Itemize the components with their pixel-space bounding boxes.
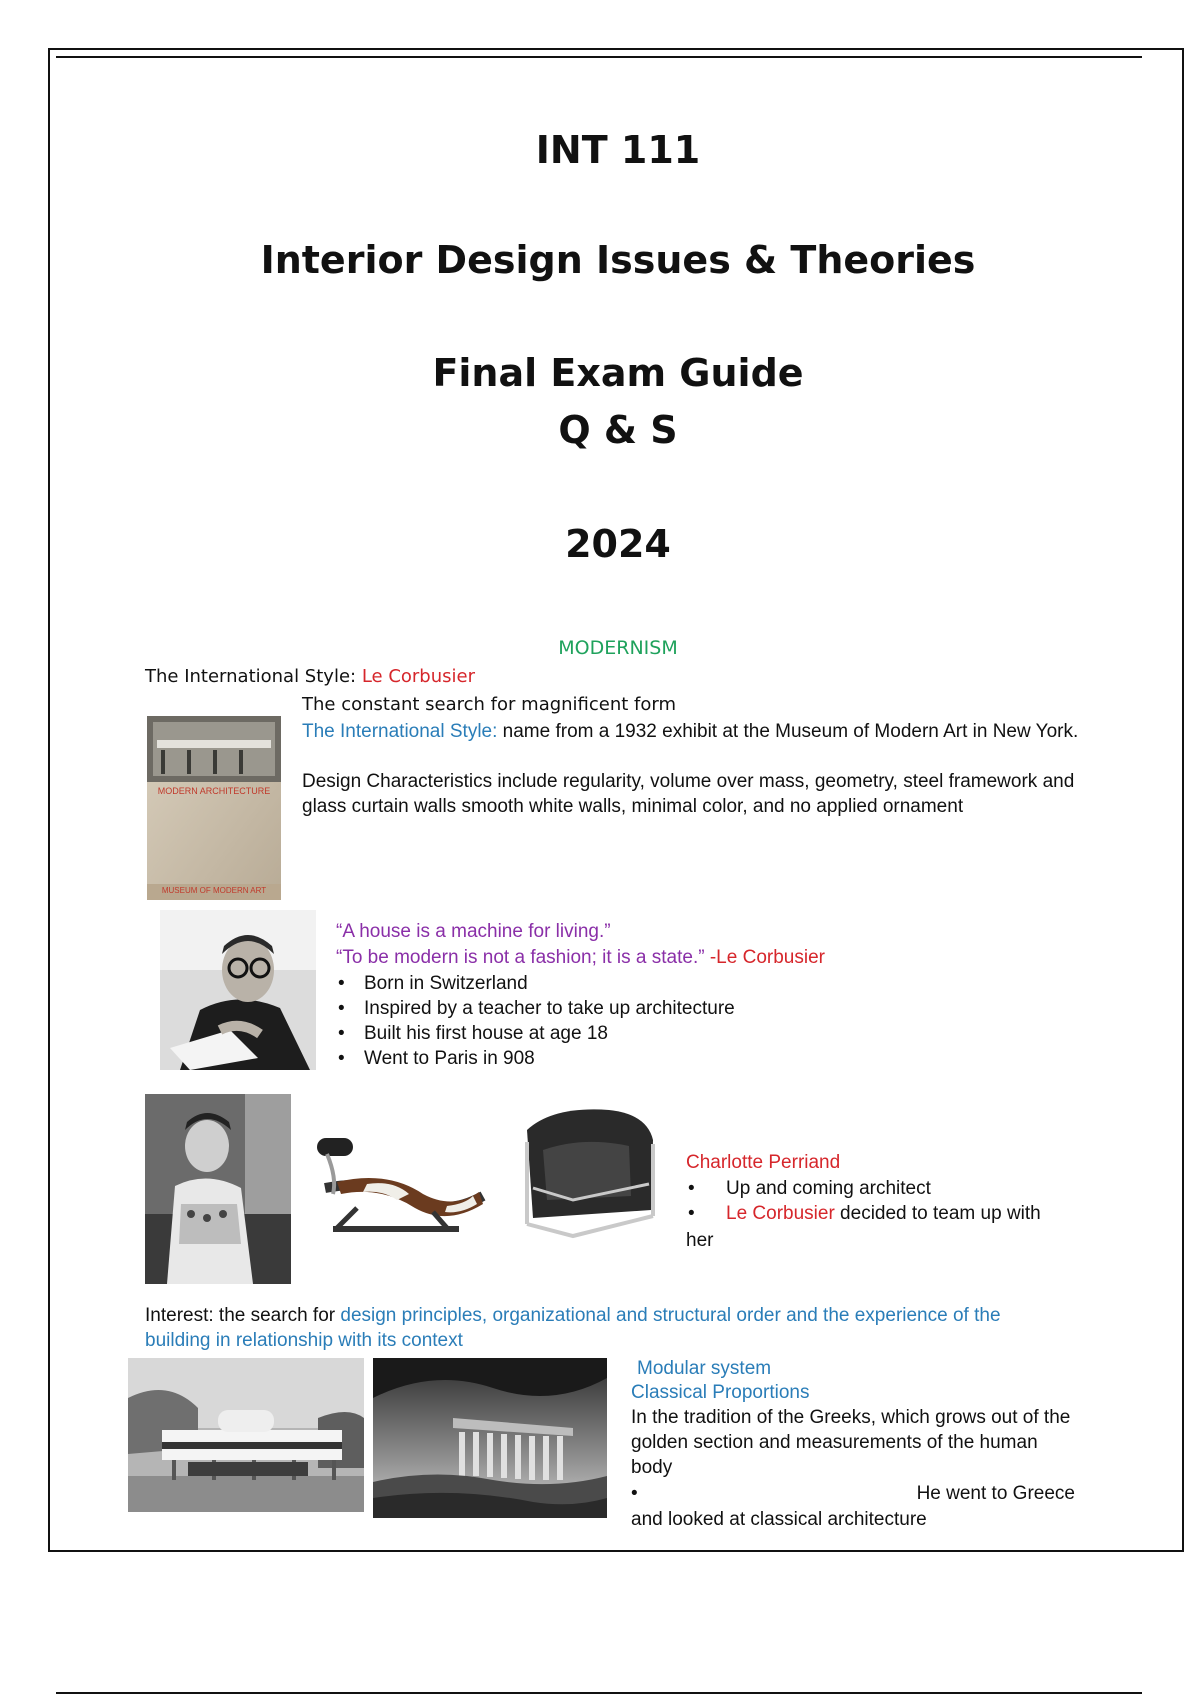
bottom-rule [56, 1692, 1142, 1694]
list-item: • Built his first house at age 18 [336, 1021, 1156, 1046]
guide-title: Final Exam Guide [432, 351, 804, 395]
armchair-image [513, 1100, 663, 1250]
le-corbusier-photo [160, 910, 316, 1070]
classical-proportions: Classical Proportions [631, 1382, 810, 1403]
book-title: MODERN ARCHITECTURE [157, 786, 271, 796]
perriand-facts [686, 1176, 1106, 1226]
list-item: • Born in Switzerland [336, 971, 1156, 996]
section-title: MODERNISM [558, 637, 678, 659]
intl-style-definition: The International Style: name from a 1932 exhibit at the Museum of Modern Art in New York. [302, 721, 1079, 742]
le-corbusier-facts [336, 971, 1156, 1071]
intl-style-heading: The International Style: Le Corbusier [145, 666, 475, 687]
interest-highlight: design principles, organizational and structural order and the experience of the building in relationship with its context [145, 1305, 1001, 1351]
modular-system: Modular system [637, 1358, 772, 1379]
qs-title: Q & S [558, 408, 678, 452]
quote-machine: “A house is a machine for living.” [336, 921, 611, 942]
design-characteristics: Design Characteristics include regularity, volume over mass, geometry, steel framework and glass curtain walls smooth white walls, minimal color, and no applied ornament [302, 771, 1075, 817]
list-item: • Went to Paris in 908 [336, 1046, 1156, 1071]
list-item: • Inspired by a teacher to take up architecture [336, 996, 1156, 1021]
parthenon-image [373, 1358, 607, 1518]
intl-style-term: The International Style: [302, 721, 498, 742]
modular-body: In the tradition of the Greeks, which grows out of the golden section and measurements of the human body [631, 1407, 1071, 1478]
list-item: • Up and coming architect [686, 1176, 1106, 1201]
chaise-longue-image [297, 1108, 497, 1248]
year-title: 2024 [565, 522, 671, 566]
perriand-name: Charlotte Perriand [686, 1152, 841, 1173]
course-title: Interior Design Issues & Theories [260, 238, 976, 282]
list-item: • Le Corbusier decided to team up with [686, 1201, 1106, 1226]
greece-bullet: • He went to Greece [631, 1483, 1075, 1504]
top-rule [56, 56, 1142, 58]
interest-text: Interest: the search for design principles, organizational and structural order and the experience of the building in relationship with its context [145, 1305, 1001, 1351]
quote-author: -Le Corbusier [704, 947, 825, 968]
book-publisher: MUSEUM OF MODERN ART [161, 886, 267, 895]
course-code: INT 111 [535, 128, 701, 172]
charlotte-perriand-photo [145, 1094, 291, 1284]
le-corbusier-name: Le Corbusier [361, 666, 475, 687]
modern-architecture-book-image [147, 716, 281, 900]
greece-continuation: and looked at classical architecture [631, 1509, 927, 1530]
perriand-continuation: her [686, 1230, 714, 1251]
villa-savoye-image [128, 1358, 364, 1512]
intl-style-line1: The constant search for magnificent form [302, 694, 677, 715]
quote-modern: “To be modern is not a fashion; it is a state.” -Le Corbusier [336, 947, 825, 968]
